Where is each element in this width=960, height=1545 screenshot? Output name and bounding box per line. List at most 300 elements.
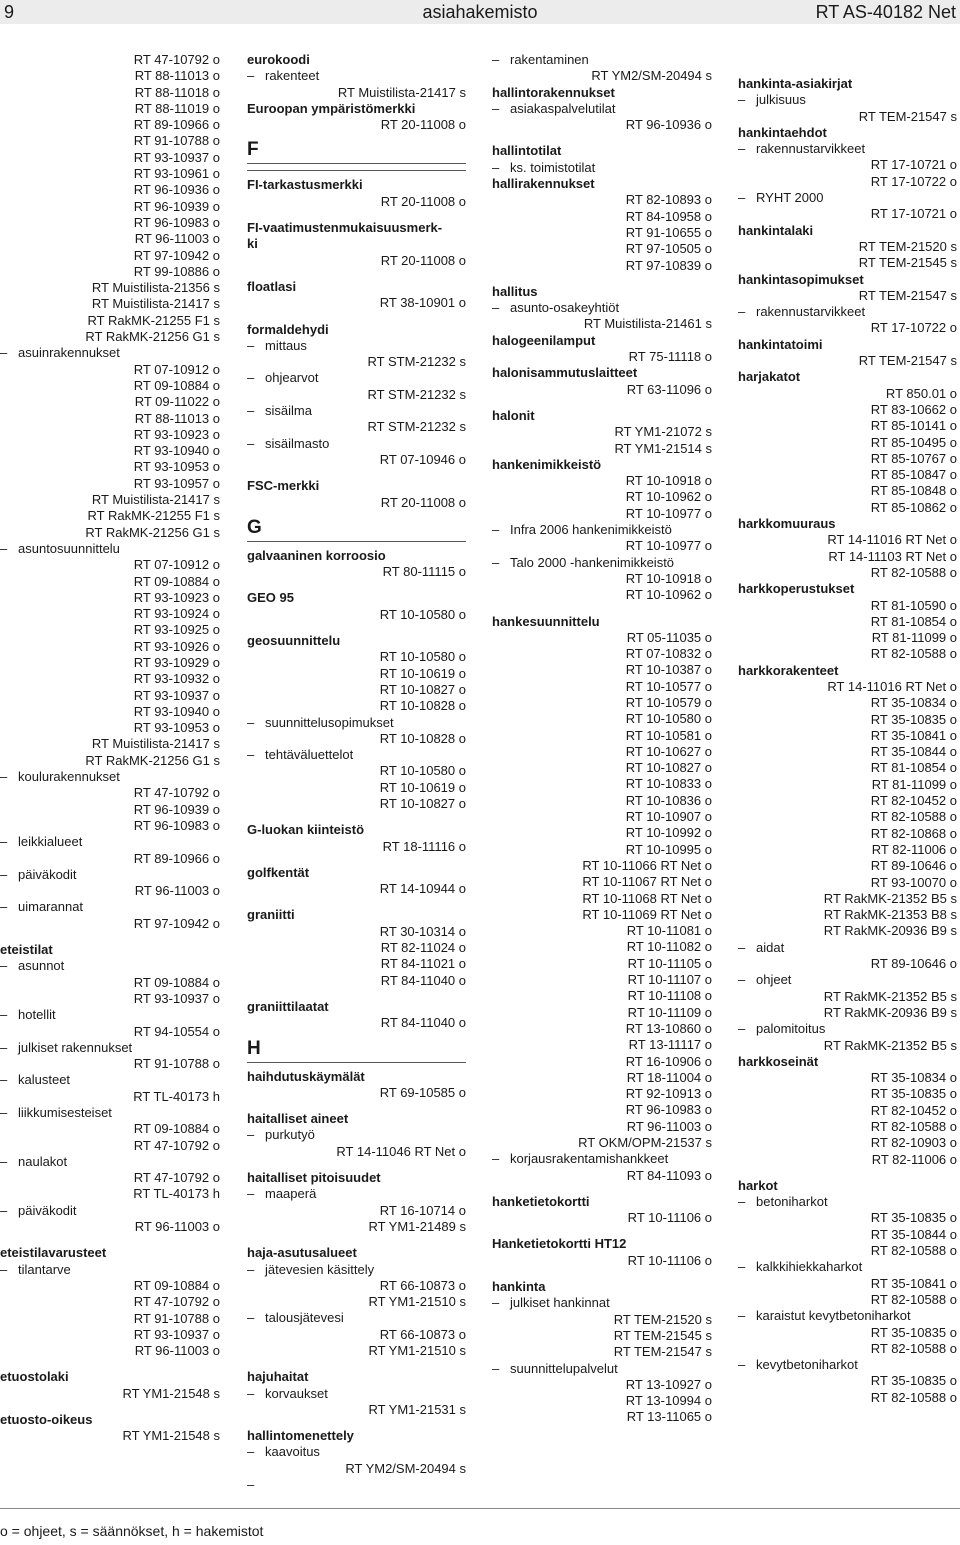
reference-entry: RT 81-10854 o: [870, 613, 957, 629]
index-heading: hallirakennukset: [492, 176, 595, 192]
footer-legend: o = ohjeet, s = säännökset, h = hakemistot: [0, 1523, 264, 1539]
spacer: [247, 989, 466, 999]
index-subentry: – talousjätevesi: [247, 1310, 466, 1326]
reference-entry: RT 10-11105 o: [627, 955, 712, 971]
index-heading: ki: [247, 236, 258, 252]
index-heading: FSC-merkki: [247, 478, 320, 494]
reference-entry: RT 82-10588 o: [870, 1291, 957, 1307]
reference-entry: RT STM-21232 s: [367, 419, 466, 435]
index-heading: formaldehydi: [247, 321, 329, 337]
reference-entry: RT 47-10792 o: [133, 1137, 220, 1153]
reference-entry: RT 10-10977 o: [625, 538, 712, 554]
footer-divider: [0, 1508, 960, 1509]
index-subentry: [247, 1477, 466, 1493]
reference-entry: RT RakMK-21256 G1 s: [85, 524, 220, 540]
reference-entry: RT 99-10886 o: [133, 263, 220, 279]
reference-entry: RT TL-40173 h: [133, 1186, 220, 1202]
reference-entry: RT 81-10590 o: [870, 597, 957, 613]
spacer: [492, 604, 712, 614]
index-subentry: – tehtäväluettelot: [247, 747, 466, 763]
reference-entry: RT RakMK-21256 G1 s: [85, 329, 220, 345]
reference-entry: RT 17-10722 o: [870, 320, 957, 336]
page-title: asiahakemisto: [422, 2, 538, 22]
index-heading: geosuunnittelu: [247, 633, 341, 649]
reference-entry: RT 09-10884 o: [133, 974, 220, 990]
reference-entry: RT 10-10619 o: [379, 779, 466, 795]
page-number: 9: [4, 2, 15, 22]
index-subentry: – julkiset hankinnat: [492, 1295, 712, 1311]
reference-entry: RT YM1-21548 s: [122, 1428, 220, 1444]
index-subentry: – päiväkodit: [0, 1203, 220, 1219]
index-heading: hankintasopimukset: [738, 271, 864, 287]
index-heading: hallitus: [492, 283, 538, 299]
reference-entry: RT 69-10585 o: [379, 1084, 466, 1100]
index-heading: harkot: [738, 1177, 778, 1193]
spacer: [247, 580, 466, 590]
reference-entry: RT 35-10841 o: [870, 1275, 957, 1291]
reference-entry: RT 88-11013 o: [134, 410, 220, 426]
reference-entry: RT 85-10141 o: [870, 418, 957, 434]
reference-entry: RT 38-10901 o: [379, 295, 466, 311]
index-subentry: – asiakaspalvelutilat: [492, 101, 712, 117]
reference-entry: RT 10-10977 o: [625, 505, 712, 521]
index-heading: FI-tarkastusmerkki: [247, 177, 363, 193]
reference-entry: RT 96-11003 o: [134, 883, 220, 899]
index-subentry: – sisäilma: [247, 403, 466, 419]
index-subentry: – suunnittelusopimukset: [247, 715, 466, 731]
spacer: [492, 398, 712, 408]
reference-entry: RT 850.01 o: [885, 385, 957, 401]
reference-entry: RT 97-10839 o: [625, 257, 712, 273]
reference-entry: RT RakMK-20936 B9 s: [823, 1004, 957, 1020]
index-subentry: – kevytbetoniharkot: [738, 1357, 957, 1373]
reference-entry: RT YM1-21531 s: [368, 1401, 466, 1417]
spacer: [492, 1184, 712, 1194]
reference-entry: RT TEM-21547 s: [613, 1344, 712, 1360]
reference-entry: RT 05-11035 o: [626, 629, 712, 645]
index-subentry: – rakentaminen: [492, 52, 712, 68]
reference-entry: RT 93-10929 o: [133, 654, 220, 670]
reference-entry: RT 10-10580 o: [379, 763, 466, 779]
reference-entry: RT 93-10926 o: [133, 638, 220, 654]
reference-entry: RT 96-11003 o: [626, 1118, 712, 1134]
index-subentry: – korjausrakentamishankkeet: [492, 1151, 712, 1167]
index-heading: hajuhaitat: [247, 1369, 309, 1385]
reference-entry: RT Muistilista-21417 s: [91, 296, 220, 312]
reference-entry: RT 10-11106 o: [627, 1252, 712, 1268]
reference-entry: RT YM1-21514 s: [614, 440, 712, 456]
reference-entry: RT 10-11069 RT Net o: [582, 906, 712, 922]
reference-entry: RT 82-10903 o: [870, 1135, 957, 1151]
reference-entry: RT TEM-21545 s: [613, 1327, 712, 1343]
reference-entry: RT 82-10588 o: [870, 1119, 957, 1134]
index-heading: haitalliset aineet: [247, 1111, 349, 1127]
reference-entry: RT 91-10788 o: [133, 133, 220, 149]
index-heading: galvaaninen korroosio: [247, 547, 386, 563]
spacer: [247, 1235, 466, 1245]
reference-entry: RT 10-10579 o: [625, 694, 712, 710]
index-subentry: – tilantarve: [0, 1262, 220, 1278]
reference-entry: RT 35-10835 o: [870, 1086, 957, 1102]
section-letter: H: [247, 1037, 261, 1059]
reference-entry: RT 07-10832 o: [625, 646, 712, 662]
reference-entry: RT 63-11096 o: [626, 381, 712, 397]
reference-entry: RT 82-10868 o: [870, 825, 957, 841]
reference-entry: RT 96-11003 o: [134, 1343, 220, 1359]
reference-entry: RT 82-10588 o: [870, 809, 957, 825]
reference-entry: RT 81-11099 o: [871, 776, 957, 792]
reference-entry: RT RakMK-21353 B8 s: [823, 907, 957, 923]
index-heading: harkkorakenteet: [738, 662, 839, 678]
index-heading: Hanketietokortti HT12: [492, 1236, 627, 1252]
reference-entry: RT 20-11008 o: [380, 117, 466, 133]
index-heading: hallintotilat: [492, 143, 562, 159]
reference-entry: RT 10-10387 o: [625, 662, 712, 678]
reference-entry: RT Muistilista-21461 s: [583, 316, 712, 332]
reference-entry: RT 35-10841 o: [870, 727, 957, 743]
reference-entry: RT 10-10580 o: [379, 649, 466, 665]
index-subentry: – rakennustarvikkeet: [738, 141, 957, 157]
reference-entry: RT STM-21232 s: [367, 386, 466, 402]
reference-entry: RT 10-11068 RT Net o: [582, 890, 712, 906]
spacer: [247, 312, 466, 322]
reference-entry: RT 35-10835 o: [870, 711, 957, 727]
reference-entry: RT RakMK-21352 B5 s: [823, 988, 957, 1004]
reference-entry: RT 93-10957 o: [133, 475, 220, 491]
index-heading: haihdutuskäymälät: [247, 1068, 365, 1084]
reference-entry: RT 10-10907 o: [625, 809, 712, 825]
reference-entry: RT 93-10940 o: [133, 703, 220, 719]
reference-entry: RT 35-10844 o: [870, 744, 957, 760]
spacer: [492, 274, 712, 284]
reference-entry: RT 85-10495 o: [870, 434, 957, 450]
reference-entry: RT Muistilista-21356 s: [91, 280, 220, 296]
reference-entry: RT 88-11019 o: [134, 100, 220, 116]
index-subentry: – kalusteet: [0, 1072, 220, 1088]
index-heading: GEO 95: [247, 590, 294, 606]
reference-entry: RT 20-11008 o: [380, 252, 466, 268]
reference-entry: RT 10-10918 o: [625, 473, 712, 489]
reference-entry: RT 91-10788 o: [133, 1310, 220, 1326]
reference-entry: RT 89-10646 o: [870, 858, 957, 874]
index-heading: hankenimikkeistö: [492, 456, 602, 472]
index-subentry: – kaavoitus: [247, 1444, 466, 1460]
reference-entry: RT 82-10452 o: [870, 1102, 957, 1118]
reference-entry: RT 84-11093 o: [626, 1167, 712, 1183]
index-subentry: – uimarannat: [0, 899, 220, 915]
spacer: [247, 897, 466, 907]
reference-entry: RT 93-10953 o: [133, 459, 220, 475]
reference-entry: RT 10-10828 o: [379, 730, 466, 746]
reference-entry: RT 82-10452 o: [870, 793, 957, 809]
reference-entry: RT 88-11013 o: [134, 68, 220, 84]
reference-entry: RT 09-10884 o: [133, 377, 220, 393]
reference-entry: RT 10-10995 o: [625, 841, 712, 857]
reference-entry: RT 96-10939 o: [133, 801, 220, 817]
index-heading: Euroopan ympäristömerkki: [247, 100, 416, 116]
reference-entry: RT YM1-21489 s: [368, 1218, 466, 1234]
reference-entry: RT 14-11016 RT Net o: [827, 532, 957, 548]
reference-entry: RT 09-10884 o: [133, 1121, 220, 1137]
spacer: [0, 932, 220, 942]
reference-entry: RT 10-11067 RT Net o: [582, 874, 712, 890]
reference-entry: RT STM-21232 s: [367, 354, 466, 370]
section-rule: [247, 541, 466, 542]
index-heading: hankintatoimi: [738, 336, 823, 352]
reference-entry: RT 97-10942 o: [133, 915, 220, 931]
reference-entry: RT 93-10932 o: [133, 671, 220, 687]
reference-entry: RT 93-10937 o: [133, 1326, 220, 1342]
reference-entry: RT 91-10788 o: [133, 1056, 220, 1072]
reference-entry: RT 47-10792 o: [133, 1170, 220, 1186]
reference-entry: RT TEM-21520 s: [858, 238, 957, 254]
reference-entry: RT 82-10588 o: [870, 564, 957, 580]
reference-entry: RT 93-10923 o: [133, 426, 220, 442]
reference-entry: RT YM2/SM-20494 s: [345, 1460, 466, 1476]
reference-entry: RT 91-10655 o: [625, 224, 712, 240]
index-subentry: – suunnittelupalvelut: [492, 1361, 712, 1377]
reference-entry: RT 81-10854 o: [870, 760, 957, 776]
index-subentry: – rakennustarvikkeet: [738, 304, 957, 320]
section-rule: [247, 170, 466, 171]
index-subentry: – kalkkihiekkaharkot: [738, 1259, 957, 1275]
reference-entry: RT 82-10588 o: [870, 1340, 957, 1356]
reference-entry: RT 10-10833 o: [625, 776, 712, 792]
index-subentry: – koulurakennukset: [0, 769, 220, 785]
section-rule: [247, 1062, 466, 1063]
reference-entry: RT 47-10792 o: [133, 1294, 220, 1310]
index-subentry: – päiväkodit: [0, 867, 220, 883]
index-subentry: – rakenteet: [247, 68, 466, 84]
reference-entry: RT 81-11099 o: [871, 630, 957, 646]
reference-entry: RT 07-10912 o: [133, 557, 220, 573]
reference-entry: RT 35-10834 o: [870, 695, 957, 711]
reference-entry: RT 83-10662 o: [870, 401, 957, 417]
reference-entry: RT 82-10893 o: [625, 192, 712, 208]
reference-entry: RT 93-10953 o: [133, 720, 220, 736]
index-heading: hallintomenettely: [247, 1428, 354, 1444]
index-heading: eteistilavarusteet: [0, 1245, 107, 1261]
reference-entry: RT 35-10835 o: [870, 1210, 957, 1226]
spacer: [247, 1160, 466, 1170]
reference-entry: RT 10-10962 o: [625, 489, 712, 505]
index-subentry: – leikkialueet: [0, 834, 220, 850]
spacer: [247, 1359, 466, 1369]
index-column-4: [738, 76, 957, 1406]
index-subentry: – sisäilmasto: [247, 436, 466, 452]
reference-entry: RT 89-10646 o: [870, 956, 957, 972]
index-heading: hankinta-asiakirjat: [738, 76, 853, 91]
reference-entry: RT 96-10983 o: [133, 817, 220, 833]
reference-entry: RT 09-10884 o: [133, 1277, 220, 1293]
index-heading: eurokoodi: [247, 52, 310, 67]
spacer: [0, 1235, 220, 1245]
index-column-2: [247, 52, 466, 1493]
spacer: [247, 1101, 466, 1111]
spacer: [247, 468, 466, 478]
index-heading: graniitti: [247, 907, 295, 923]
reference-entry: RT RakMK-20936 B9 s: [823, 923, 957, 939]
reference-entry: RT TEM-21547 s: [858, 108, 957, 124]
reference-entry: RT TEM-21547 s: [858, 353, 957, 369]
section-rule: [247, 163, 466, 164]
reference-entry: RT 84-11040 o: [380, 972, 466, 988]
reference-entry: RT 93-10925 o: [133, 622, 220, 638]
reference-entry: RT 10-10577 o: [625, 678, 712, 694]
reference-entry: RT RakMK-21256 G1 s: [85, 752, 220, 768]
reference-entry: RT 66-10873 o: [379, 1326, 466, 1342]
index-subentry: – julkiset rakennukset: [0, 1040, 220, 1056]
index-heading: hankinta: [492, 1279, 546, 1295]
reference-entry: RT 93-10937 o: [133, 149, 220, 165]
reference-entry: RT 97-10942 o: [133, 247, 220, 263]
reference-entry: RT 14-11046 RT Net o: [336, 1143, 466, 1159]
reference-entry: RT 09-11022 o: [134, 394, 220, 410]
index-heading: harkkoperustukset: [738, 581, 855, 597]
section-letter: G: [247, 516, 262, 538]
reference-entry: RT 94-10554 o: [133, 1023, 220, 1039]
reference-entry: RT 10-10828 o: [379, 698, 466, 714]
reference-entry: RT TEM-21547 s: [858, 287, 957, 303]
index-heading: halogeenilamput: [492, 332, 596, 348]
index-heading: harkkoseinät: [738, 1053, 819, 1069]
reference-entry: RT 92-10913 o: [625, 1086, 712, 1102]
index-heading: graniittilaatat: [247, 998, 329, 1014]
index-subentry: – asunnot: [0, 958, 220, 974]
reference-entry: RT 85-10862 o: [870, 499, 957, 515]
reference-entry: RT 93-10923 o: [133, 589, 220, 605]
index-heading: haja-asutusalueet: [247, 1245, 357, 1261]
reference-entry: RT 47-10792 o: [133, 785, 220, 801]
reference-entry: RT 93-10937 o: [133, 990, 220, 1006]
index-heading: hallintorakennukset: [492, 84, 615, 100]
reference-entry: RT 10-10580 o: [379, 606, 466, 622]
reference-entry: RT 07-10946 o: [379, 451, 466, 467]
reference-entry: RT Muistilista-21417 s: [91, 492, 220, 508]
index-heading: halonisammutuslaitteet: [492, 365, 638, 381]
index-subentry: – betoniharkot: [738, 1194, 957, 1210]
index-heading: FI-vaatimustenmukaisuusmerk-: [247, 220, 443, 236]
spacer: [492, 1226, 712, 1236]
reference-entry: RT 96-10983 o: [625, 1102, 712, 1118]
reference-entry: RT 14-10944 o: [379, 881, 466, 897]
reference-entry: RT 17-10721 o: [870, 157, 957, 173]
reference-entry: RT YM1-21510 s: [368, 1294, 466, 1310]
spacer: [247, 855, 466, 865]
index-heading: halonit: [492, 407, 535, 423]
spacer: [0, 1402, 220, 1412]
reference-entry: RT RakMK-21352 B5 s: [823, 890, 957, 906]
reference-entry: RT 88-11018 o: [134, 84, 220, 100]
reference-entry: RT 35-10835 o: [870, 1324, 957, 1340]
reference-entry: RT Muistilista-21417 s: [91, 736, 220, 752]
reference-entry: RT 35-10844 o: [870, 1226, 957, 1242]
reference-entry: RT 10-10827 o: [625, 760, 712, 776]
spacer: [492, 1269, 712, 1279]
reference-entry: RT 10-11108 o: [627, 988, 712, 1004]
spacer: [247, 269, 466, 279]
reference-entry: RT 93-10937 o: [133, 687, 220, 703]
reference-entry: RT YM2/SM-20494 s: [591, 68, 712, 84]
index-subentry: – asuntosuunnittelu: [0, 541, 220, 557]
page-header: [0, 0, 960, 24]
index-subentry: – asuinrakennukset: [0, 345, 220, 361]
reference-entry: RT RakMK-21352 B5 s: [823, 1037, 957, 1053]
index-subentry: – jätevesien käsittely: [247, 1262, 466, 1278]
reference-entry: RT 10-11107 o: [627, 972, 712, 988]
reference-entry: RT 13-10927 o: [625, 1376, 712, 1392]
index-subentry: – ks. toimistotilat: [492, 160, 712, 176]
index-subentry: – hotellit: [0, 1007, 220, 1023]
reference-entry: RT 10-11106 o: [627, 1210, 712, 1226]
index-column-1: [0, 52, 220, 1445]
reference-entry: RT 96-10939 o: [133, 198, 220, 214]
reference-entry: RT 96-11003 o: [134, 1219, 220, 1235]
reference-entry: RT RakMK-21255 F1 s: [87, 312, 220, 328]
index-subentry: – karaistut kevytbetoniharkot: [738, 1308, 957, 1324]
reference-entry: RT 07-10912 o: [133, 361, 220, 377]
reference-entry: RT TL-40173 h: [133, 1088, 220, 1104]
reference-entry: RT 93-10924 o: [133, 606, 220, 622]
index-subentry: – purkutyö: [247, 1127, 466, 1143]
index-subentry: – mittaus: [247, 338, 466, 354]
reference-entry: RT 10-10580 o: [625, 711, 712, 727]
reference-entry: RT 10-10836 o: [625, 792, 712, 808]
index-subentry: – palomitoitus: [738, 1021, 957, 1037]
reference-entry: RT 09-10884 o: [133, 573, 220, 589]
index-column-3: [492, 52, 712, 1426]
index-subentry: – julkisuus: [738, 92, 957, 108]
index-heading: etuosto-oikeus: [0, 1412, 93, 1428]
reference-entry: RT 66-10873 o: [379, 1277, 466, 1293]
reference-entry: RT 80-11115 o: [382, 564, 466, 580]
reference-entry: RT 10-11081 o: [626, 923, 712, 939]
reference-entry: RT 96-10936 o: [625, 117, 712, 133]
reference-entry: RT 84-11021 o: [380, 956, 466, 972]
reference-entry: RT 10-10627 o: [625, 743, 712, 759]
reference-entry: RT YM1-21510 s: [368, 1343, 466, 1358]
reference-entry: RT 10-10827 o: [379, 681, 466, 697]
reference-entry: RT 10-10581 o: [625, 727, 712, 743]
reference-entry: RT 89-10966 o: [133, 117, 220, 133]
index-subentry: – Talo 2000 -hankenimikkeistö: [492, 555, 712, 571]
reference-entry: RT 75-11118 o: [628, 349, 712, 365]
reference-entry: RT 30-10314 o: [379, 923, 466, 939]
reference-entry: RT 85-10847 o: [870, 467, 957, 483]
reference-entry: RT 10-11109 o: [627, 1004, 712, 1020]
reference-entry: RT 82-10588 o: [870, 646, 957, 662]
reference-entry: RT 82-10588 o: [870, 1243, 957, 1259]
index-heading: hanketietokortti: [492, 1193, 590, 1209]
reference-entry: RT YM1-21072 s: [614, 424, 712, 440]
spacer: [247, 210, 466, 220]
reference-entry: RT 84-10958 o: [625, 208, 712, 224]
index-heading: haitalliset pitoisuudet: [247, 1170, 381, 1186]
index-subentry: – naulakot: [0, 1154, 220, 1170]
index-subentry: – korvaukset: [247, 1386, 466, 1402]
reference-entry: RT 13-11065 o: [626, 1409, 712, 1425]
reference-entry: RT 20-11008 o: [380, 494, 466, 510]
reference-entry: RT 10-10827 o: [379, 795, 466, 811]
spacer: [738, 1168, 957, 1178]
index-subentry: – ohjearvot: [247, 370, 466, 386]
spacer: [247, 812, 466, 822]
reference-entry: RT 13-11117 o: [628, 1037, 712, 1053]
reference-entry: RT 85-10767 o: [870, 450, 957, 466]
reference-entry: RT 20-11008 o: [380, 193, 466, 209]
reference-entry: RT 82-10588 o: [870, 1389, 957, 1405]
reference-entry: RT 18-11116 o: [382, 838, 466, 854]
